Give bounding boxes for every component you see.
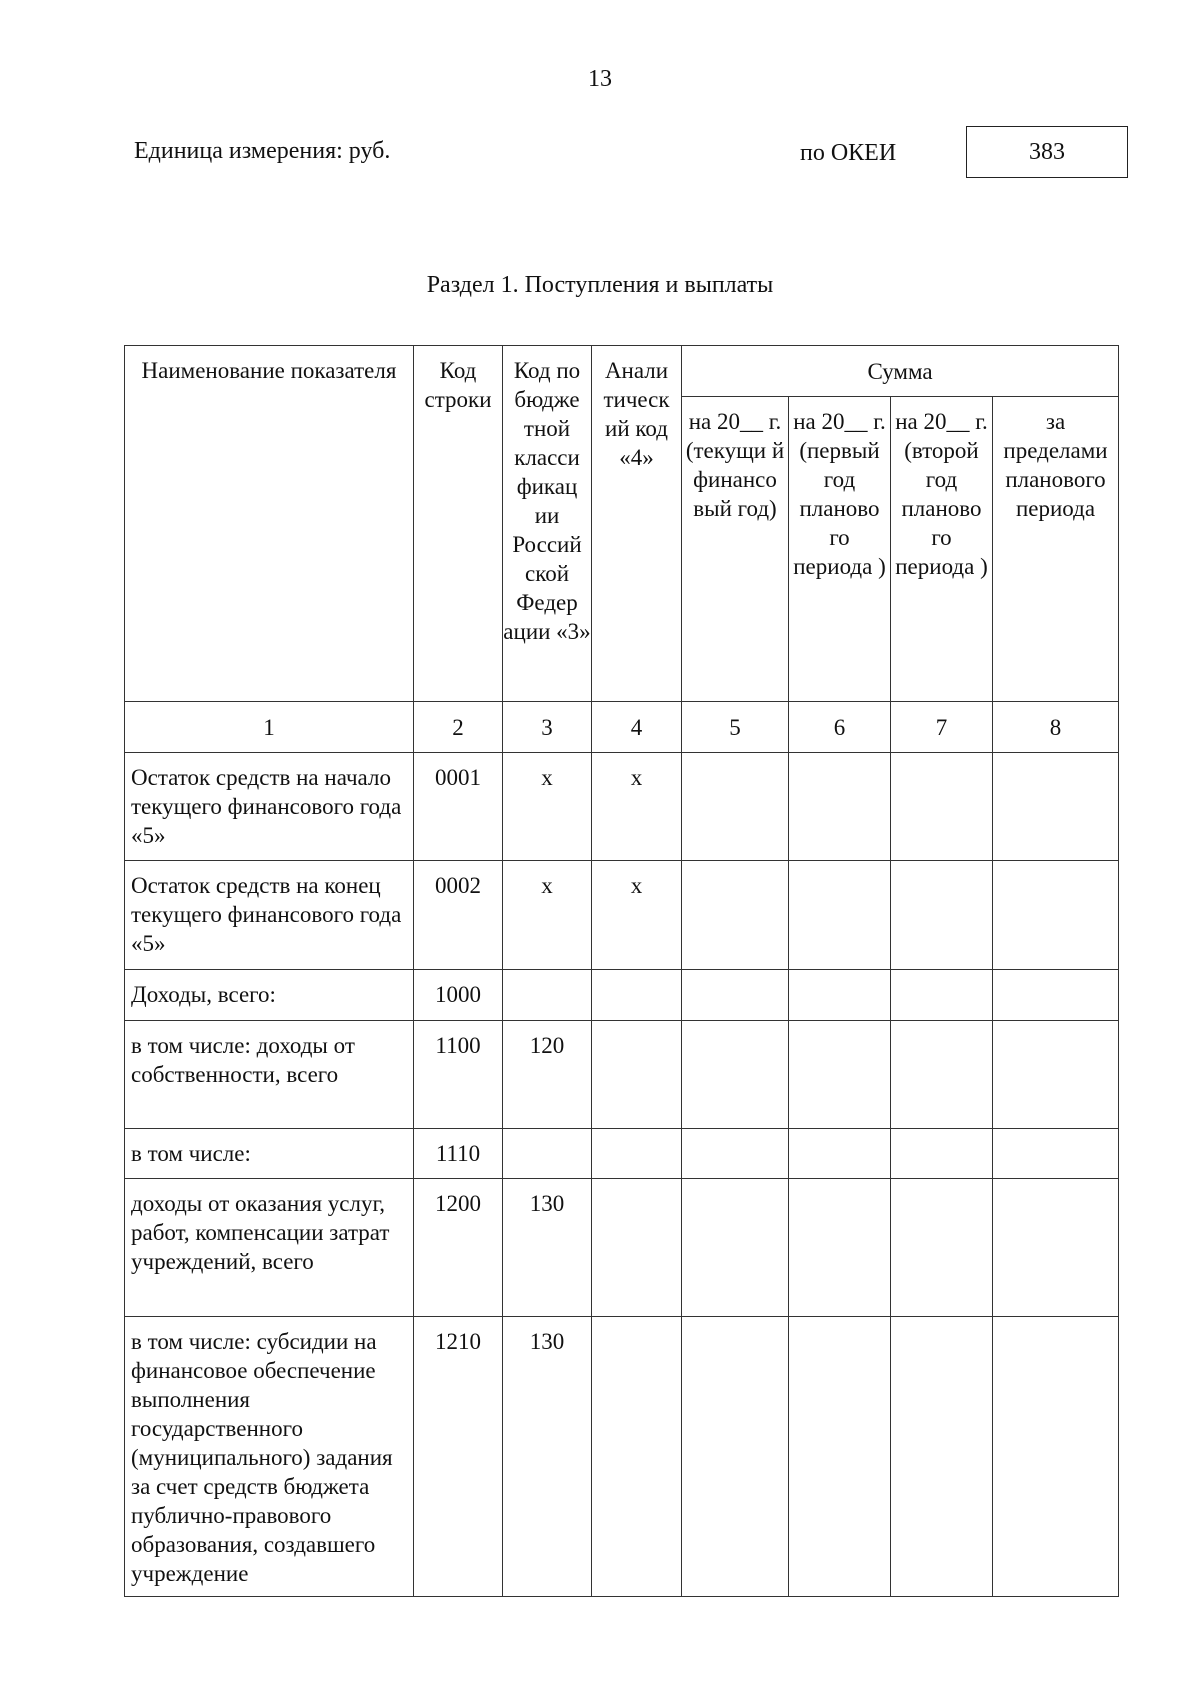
row-analytic-code: х [592, 753, 682, 861]
column-number: 2 [414, 702, 503, 753]
table-row [125, 1317, 1119, 1597]
column-number: 7 [891, 702, 993, 753]
row-sum-beyond-plan [993, 970, 1119, 1021]
row-sum-second-plan-year [891, 970, 993, 1021]
okei-label: по ОКЕИ [800, 140, 897, 166]
row-sum-first-plan-year [789, 753, 891, 861]
row-sum-beyond-plan [993, 753, 1119, 861]
row-analytic-code [592, 1179, 682, 1317]
row-sum-second-plan-year [891, 861, 993, 970]
row-sum-current-year [682, 1129, 789, 1179]
row-analytic-code: х [592, 861, 682, 970]
row-sum-second-plan-year [891, 1317, 993, 1597]
row-sum-current-year [682, 970, 789, 1021]
row-analytic-code [592, 970, 682, 1021]
row-sum-beyond-plan [993, 1021, 1119, 1129]
header-row-top [125, 346, 1119, 397]
row-budget-code [503, 970, 592, 1021]
row-name: в том числе: доходы от собственности, всего [125, 1021, 414, 1129]
row-sum-beyond-plan [993, 861, 1119, 970]
row-budget-code [503, 1129, 592, 1179]
row-analytic-code [592, 1021, 682, 1129]
column-number: 1 [125, 702, 414, 753]
row-code: 1210 [414, 1317, 503, 1597]
row-name: Доходы, всего: [125, 970, 414, 1021]
row-code: 1100 [414, 1021, 503, 1129]
row-sum-beyond-plan [993, 1129, 1119, 1179]
header-analytic-code: Анали тическ ий код «4» [592, 346, 682, 702]
row-name: в том числе: [125, 1129, 414, 1179]
column-number: 8 [993, 702, 1119, 753]
row-analytic-code [592, 1129, 682, 1179]
column-number-row [125, 702, 1119, 753]
unit-of-measure-label: Единица измерения: руб. [134, 138, 391, 164]
column-number: 6 [789, 702, 891, 753]
row-sum-current-year [682, 1179, 789, 1317]
row-sum-first-plan-year [789, 1317, 891, 1597]
row-sum-first-plan-year [789, 1129, 891, 1179]
header-indicator-name: Наименование показателя [125, 346, 414, 702]
header-sum: Сумма [682, 346, 1119, 397]
row-sum-current-year [682, 861, 789, 970]
table-row [125, 753, 1119, 861]
header-budget-classification-code: Код по бюдже тной класси фикац ии Россий ской Федер ации «3» [503, 346, 592, 702]
row-analytic-code [592, 1317, 682, 1597]
row-name: Остаток средств на конец текущего финансового года «5» [125, 861, 414, 970]
row-sum-beyond-plan [993, 1317, 1119, 1597]
table-row [125, 1179, 1119, 1317]
header-sum-beyond-plan: за пределами планового периода [993, 397, 1119, 702]
row-sum-first-plan-year [789, 1179, 891, 1317]
row-budget-code: х [503, 753, 592, 861]
row-sum-current-year [682, 1021, 789, 1129]
table-row [125, 861, 1119, 970]
row-sum-beyond-plan [993, 1179, 1119, 1317]
column-number: 4 [592, 702, 682, 753]
row-code: 0001 [414, 753, 503, 861]
row-sum-current-year [682, 753, 789, 861]
page-number: 13 [588, 66, 612, 92]
header-sum-first-plan-year: на 20__ г. (первый год планово го периода ) [789, 397, 891, 702]
row-budget-code: 130 [503, 1179, 592, 1317]
row-code: 1200 [414, 1179, 503, 1317]
row-sum-second-plan-year [891, 753, 993, 861]
row-name: в том числе: субсидии на финансовое обеспечение выполнения государственного (муниципального) задания за счет средств бюджета публично-правового образования, создавшего учреждение [125, 1317, 414, 1597]
row-sum-second-plan-year [891, 1129, 993, 1179]
table-row [125, 1129, 1119, 1179]
header-row-code: Код строки [414, 346, 503, 702]
row-code: 0002 [414, 861, 503, 970]
receipts-payments-table [124, 345, 1119, 1597]
section-title: Раздел 1. Поступления и выплаты [426, 272, 774, 298]
header-sum-current-year: на 20__ г. (текущи й финансо вый год) [682, 397, 789, 702]
row-budget-code: х [503, 861, 592, 970]
okei-code-box [966, 126, 1128, 178]
row-budget-code: 120 [503, 1021, 592, 1129]
row-name: доходы от оказания услуг, работ, компенсации затрат учреждений, всего [125, 1179, 414, 1317]
header-sum-second-plan-year: на 20__ г. (второй год планово го периода ) [891, 397, 993, 702]
row-sum-first-plan-year [789, 970, 891, 1021]
okei-code-value: 383 [1029, 138, 1065, 165]
row-sum-first-plan-year [789, 861, 891, 970]
row-sum-current-year [682, 1317, 789, 1597]
row-code: 1110 [414, 1129, 503, 1179]
row-sum-first-plan-year [789, 1021, 891, 1129]
column-number: 5 [682, 702, 789, 753]
row-sum-second-plan-year [891, 1021, 993, 1129]
row-sum-second-plan-year [891, 1179, 993, 1317]
row-budget-code: 130 [503, 1317, 592, 1597]
table-row [125, 1021, 1119, 1129]
row-code: 1000 [414, 970, 503, 1021]
row-name: Остаток средств на начало текущего финансового года «5» [125, 753, 414, 861]
table-row [125, 970, 1119, 1021]
column-number: 3 [503, 702, 592, 753]
